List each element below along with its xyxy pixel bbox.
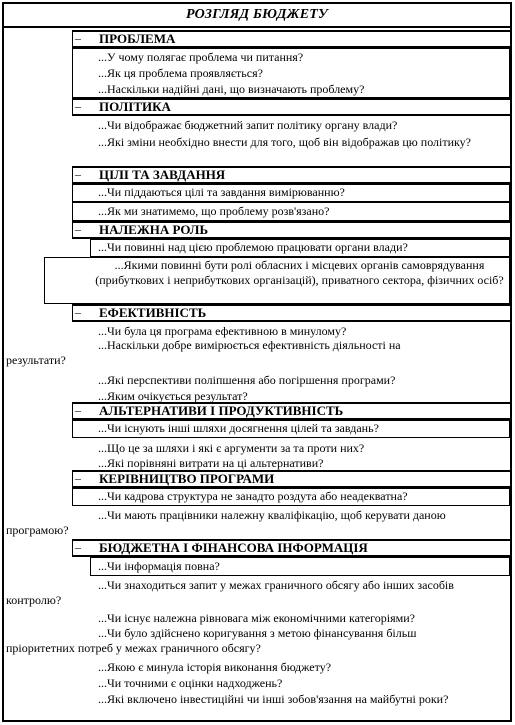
question-item: ...Які порівняні витрати на ці альтернативи? <box>98 456 324 470</box>
question-item: ...Чи піддаються цілі та завдання вимірюванню? <box>98 185 345 199</box>
dash-mark: – <box>75 540 81 554</box>
budget-review-document <box>2 2 512 722</box>
heading-text: НАЛЕЖНА РОЛЬ <box>99 222 209 237</box>
question-item: ...Чи інформація повна? <box>98 559 220 573</box>
question-item: ...Які зміни необхідно внести для того, щоб він відображав цю політику? <box>98 135 472 149</box>
section-heading-efficiency <box>72 304 510 322</box>
question-item: ...Які перспективи поліпшення або погіршення програми? <box>98 373 396 387</box>
heading-text: ПОЛІТИКА <box>99 99 171 114</box>
question-item: ...Якими повинні бути ролі обласних і місцевих органів самоврядування (прибуткових і неприбуткових організацій), приватного сектора, фізичних осіб? <box>95 258 504 287</box>
section-heading-goals <box>72 166 510 184</box>
heading-text: АЛЬТЕРНАТИВИ І ПРОДУКТИВНІСТЬ <box>99 403 344 418</box>
section-heading-policy <box>72 98 510 116</box>
heading-text: ПРОБЛЕМА <box>99 31 176 46</box>
heading-text: ЕФЕКТИВНІСТЬ <box>99 305 207 320</box>
question-item: ...Як ми знатимемо, що проблему розв'язано? <box>98 204 330 218</box>
question-item: ...Чи відображає бюджетний запит політику органу влади? <box>98 118 398 132</box>
heading-text: КЕРІВНИЦТВО ПРОГРАМИ <box>99 471 275 486</box>
question-item: ...Чи існує належна рівновага між економічними категоріями? <box>98 611 415 625</box>
dash-mark: – <box>75 403 81 417</box>
dash-mark: – <box>75 222 81 236</box>
section-heading-budget-info <box>72 539 510 557</box>
question-item: ...Яким очікується результат? <box>98 389 248 403</box>
dash-mark: – <box>75 305 81 319</box>
question-item: ...Чи кадрова структура не занадто роздута або неадекватна? <box>98 489 408 503</box>
question-item: ...Чи існують інші шляхи досягнення цілей та завдань? <box>98 421 379 435</box>
question-item: ...Чи знаходиться запит у межах граничного обсягу або інших засобів контролю? <box>6 578 454 607</box>
question-item: ...Чи точними є оцінки надходжень? <box>98 676 283 690</box>
question-item: ...Наскільки надійні дані, що визначають проблему? <box>98 82 365 96</box>
dash-mark: – <box>75 31 81 45</box>
question-item: ...Чи було здійснено коригування з метою фінансування більш пріоритетних потреб у межах граничного обсягу? <box>6 626 417 655</box>
question-item: ...Якою є минула історія виконання бюджету? <box>98 660 332 674</box>
question-item: ...Наскільки добре вимірюється ефективність діяльності на результати? <box>6 338 401 367</box>
section-heading-alternatives <box>72 402 510 420</box>
question-item: ...Чи мають працівники належну кваліфікацію, щоб керувати даною програмою? <box>6 508 446 537</box>
document-title: РОЗГЛЯД БЮДЖЕТУ <box>4 4 510 28</box>
section-heading-role <box>72 221 510 239</box>
dash-mark: – <box>75 167 81 181</box>
question-item: ...Що це за шляхи і які є аргументи за та проти них? <box>98 441 365 455</box>
heading-text: БЮДЖЕТНА І ФІНАНСОВА ІНФОРМАЦІЯ <box>99 540 368 555</box>
question-item: ...Які включено інвестиційні чи інші зобов'язання на майбутні роки? <box>98 692 449 706</box>
dash-mark: – <box>75 99 81 113</box>
question-item: ...Як ця проблема проявляється? <box>98 66 263 80</box>
question-item: ...Чи була ця програма ефективною в минулому? <box>98 324 347 338</box>
question-item: ...Чи повинні над цією проблемою працювати органи влади? <box>98 240 408 254</box>
question-item: ...У чому полягає проблема чи питання? <box>98 50 304 64</box>
section-heading-management <box>72 470 510 488</box>
dash-mark: – <box>75 471 81 485</box>
heading-text: ЦІЛІ ТА ЗАВДАННЯ <box>99 167 226 182</box>
section-heading-problem <box>72 30 510 48</box>
